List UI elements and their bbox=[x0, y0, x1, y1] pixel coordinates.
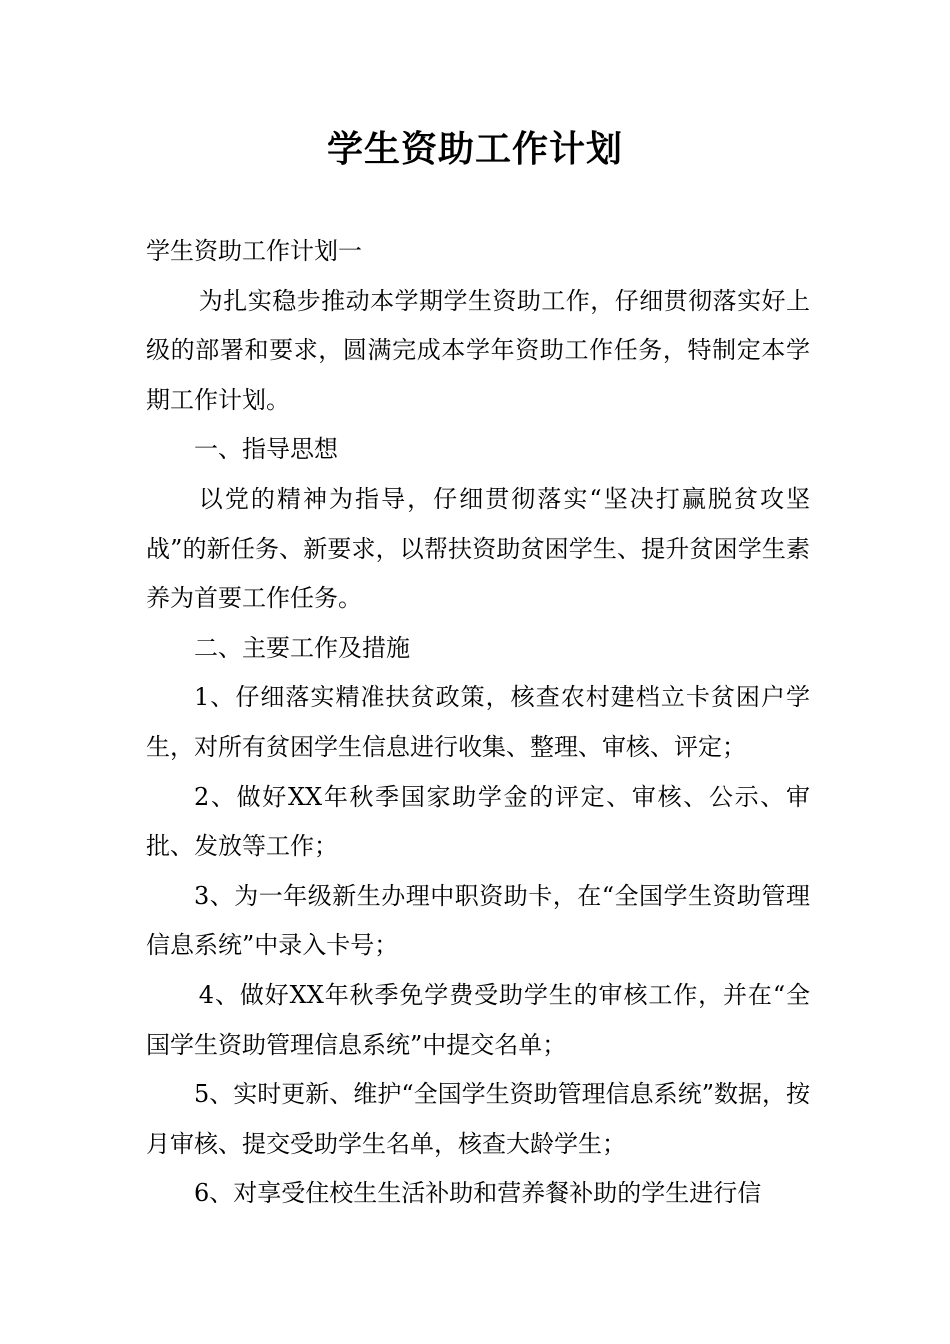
section-heading-main-work: 二、主要工作及措施 bbox=[194, 633, 410, 662]
document-body bbox=[146, 227, 810, 1219]
list-item-5: 5、实时更新、维护“全国学生资助管理信息系统”数据，按月审核、提交受助学生名单，核查大龄学生； bbox=[146, 1080, 810, 1158]
list-item-3: 3、为一年级新生办理中职资助卡，在“全国学生资助管理信息系统”中录入卡号； bbox=[146, 881, 810, 960]
paragraph-guiding-ideology: 以党的精神为指导，仔细贯彻落实“坚决打赢脱贫攻坚战”的新任务、新要求，以帮扶资助贫困学生、提升贫困学生素养为首要工作任务。 bbox=[146, 484, 810, 613]
paragraph-intro: 为扎实稳步推动本学期学生资助工作，仔细贯彻落实好上级的部署和要求，圆满完成本学年资助工作任务，特制定本学期工作计划。 bbox=[146, 286, 810, 414]
list-item-4: 4、做好XX年秋季免学费受助学生的审核工作，并在“全国学生资助管理信息系统”中提交名单； bbox=[146, 980, 810, 1059]
list-item-6: 6、对享受住校生生活补助和营养餐补助的学生进行信 bbox=[194, 1179, 762, 1208]
list-item-1: 1、仔细落实精准扶贫政策，核查农村建档立卡贫困户学生，对所有贫困学生信息进行收集、整理、审核、评定； bbox=[146, 683, 810, 761]
document-title: 学生资助工作计划 bbox=[326, 129, 623, 170]
section-heading-plan-one: 学生资助工作计划一 bbox=[146, 237, 362, 265]
section-heading-guiding-ideology: 一、指导思想 bbox=[194, 435, 338, 464]
list-item-2: 2、做好XX年秋季国家助学金的评定、审核、公示、审批、发放等工作； bbox=[146, 782, 810, 861]
